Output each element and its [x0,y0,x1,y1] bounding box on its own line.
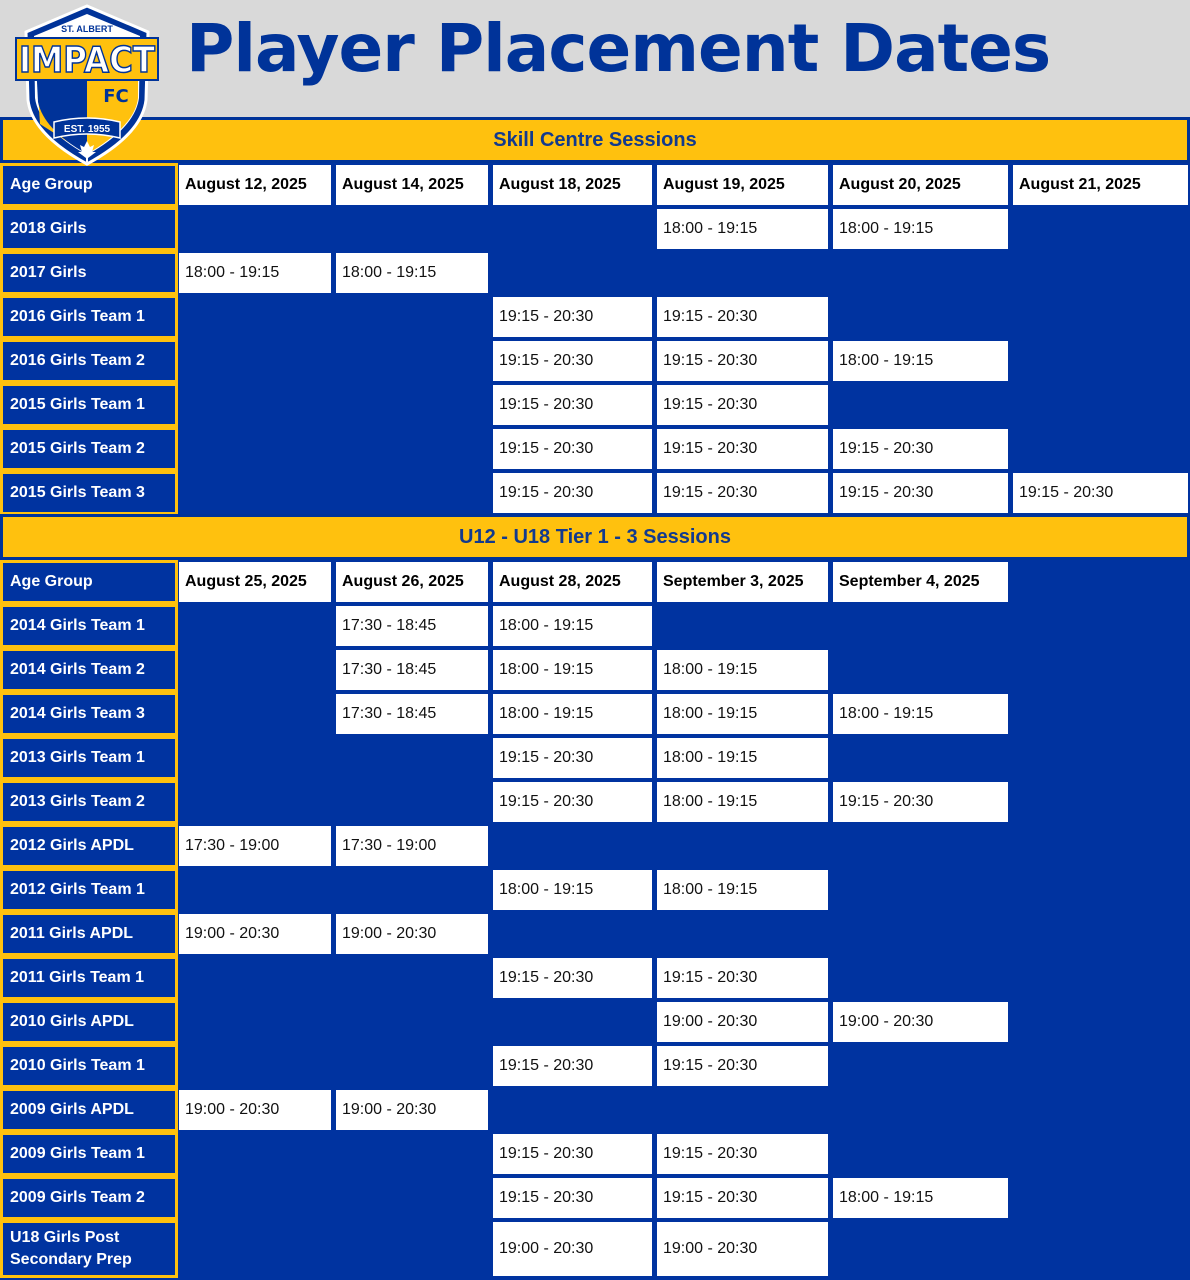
session-time-cell: 18:00 - 19:15 [493,870,652,910]
age-group-label: 2012 Girls APDL [0,824,178,868]
session-time-cell: 17:30 - 18:45 [336,650,488,690]
logo-main-text: IMPACT [19,40,156,81]
age-group-label: 2013 Girls Team 1 [0,736,178,780]
table-row [0,736,1190,780]
session-time-cell: 18:00 - 19:15 [493,606,652,646]
age-group-label: 2009 Girls Team 2 [0,1176,178,1220]
age-group-label: 2014 Girls Team 3 [0,692,178,736]
date-header: September 4, 2025 [833,562,1008,602]
tier-sessions-title: U12 - U18 Tier 1 - 3 Sessions [459,525,731,548]
session-time-cell: 19:15 - 20:30 [493,385,652,425]
session-time-cell: 19:15 - 20:30 [657,1178,828,1218]
date-header: September 3, 2025 [657,562,828,602]
table-row [0,692,1190,736]
session-time-cell: 19:15 - 20:30 [493,473,652,513]
age-group-header: Age Group [0,163,178,207]
age-group-label: 2014 Girls Team 2 [0,648,178,692]
logo-sub-text: FC [103,86,129,107]
tier-sessions-banner [0,514,1190,560]
session-time-cell: 19:00 - 20:30 [179,914,331,954]
tier-sessions-table [0,560,1190,1278]
date-header: August 18, 2025 [493,165,652,205]
date-header: August 21, 2025 [1013,165,1188,205]
age-group-label: 2013 Girls Team 2 [0,780,178,824]
session-time-cell: 19:15 - 20:30 [833,429,1008,469]
session-time-cell: 19:00 - 20:30 [657,1002,828,1042]
session-time-cell: 18:00 - 19:15 [833,694,1008,734]
table-row [0,1000,1190,1044]
table-row [0,648,1190,692]
session-time-cell: 19:15 - 20:30 [657,429,828,469]
age-group-label: U18 Girls Post Secondary Prep [0,1220,178,1278]
session-time-cell: 17:30 - 19:00 [179,826,331,866]
table-row [0,956,1190,1000]
table-header-row [0,560,1190,604]
age-group-label: 2012 Girls Team 1 [0,868,178,912]
session-time-cell: 19:15 - 20:30 [493,782,652,822]
table-row [0,1220,1190,1278]
session-time-cell: 18:00 - 19:15 [179,253,331,293]
table-row [0,1176,1190,1220]
logo-top-text: ST. ALBERT [61,24,113,34]
table-row [0,471,1190,515]
table-row [0,824,1190,868]
session-time-cell: 19:15 - 20:30 [493,1046,652,1086]
date-header: August 14, 2025 [336,165,488,205]
session-time-cell: 19:15 - 20:30 [657,341,828,381]
date-header: August 25, 2025 [179,562,331,602]
table-row [0,868,1190,912]
date-header: August 19, 2025 [657,165,828,205]
age-group-label: 2015 Girls Team 2 [0,427,178,471]
session-time-cell: 19:15 - 20:30 [1013,473,1188,513]
session-time-cell: 18:00 - 19:15 [833,1178,1008,1218]
age-group-label: 2018 Girls [0,207,178,251]
logo-est-text: EST. 1955 [63,124,111,135]
table-row [0,780,1190,824]
session-time-cell: 19:00 - 20:30 [336,914,488,954]
table-row [0,1132,1190,1176]
session-time-cell: 18:00 - 19:15 [493,694,652,734]
table-row [0,604,1190,648]
age-group-label: 2010 Girls Team 1 [0,1044,178,1088]
session-time-cell: 18:00 - 19:15 [657,870,828,910]
session-time-cell: 18:00 - 19:15 [493,650,652,690]
table-row [0,339,1190,383]
table-row [0,427,1190,471]
session-time-cell: 17:30 - 19:00 [336,826,488,866]
session-time-cell: 19:15 - 20:30 [657,958,828,998]
age-group-label: 2010 Girls APDL [0,1000,178,1044]
session-time-cell: 19:15 - 20:30 [493,958,652,998]
date-header: August 28, 2025 [493,562,652,602]
age-group-label: 2016 Girls Team 1 [0,295,178,339]
session-time-cell: 19:00 - 20:30 [657,1222,828,1276]
age-group-label: 2016 Girls Team 2 [0,339,178,383]
table-row [0,1044,1190,1088]
page-title: Player Placement Dates [186,10,1051,87]
page-header [0,0,1190,117]
session-time-cell: 19:00 - 20:30 [179,1090,331,1130]
session-time-cell: 19:15 - 20:30 [493,1178,652,1218]
session-time-cell: 19:15 - 20:30 [493,738,652,778]
age-group-label: 2009 Girls APDL [0,1088,178,1132]
date-header: August 12, 2025 [179,165,331,205]
age-group-label: 2011 Girls APDL [0,912,178,956]
age-group-label: 2015 Girls Team 1 [0,383,178,427]
table-header-row [0,163,1190,207]
session-time-cell: 19:00 - 20:30 [833,1002,1008,1042]
table-row [0,383,1190,427]
session-time-cell: 17:30 - 18:45 [336,606,488,646]
session-time-cell: 19:15 - 20:30 [833,473,1008,513]
skill-centre-title: Skill Centre Sessions [493,128,697,151]
session-time-cell: 18:00 - 19:15 [657,650,828,690]
skill-centre-table [0,163,1190,515]
session-time-cell: 18:00 - 19:15 [657,738,828,778]
age-group-label: 2015 Girls Team 3 [0,471,178,515]
session-time-cell: 19:15 - 20:30 [493,297,652,337]
age-group-label: 2009 Girls Team 1 [0,1132,178,1176]
session-time-cell: 19:15 - 20:30 [657,297,828,337]
session-time-cell: 19:15 - 20:30 [833,782,1008,822]
session-time-cell: 19:15 - 20:30 [493,341,652,381]
age-group-header: Age Group [0,560,178,604]
table-row [0,912,1190,956]
age-group-label: 2017 Girls [0,251,178,295]
session-time-cell: 18:00 - 19:15 [833,341,1008,381]
session-time-cell: 19:15 - 20:30 [657,1134,828,1174]
session-time-cell: 19:15 - 20:30 [657,1046,828,1086]
session-time-cell: 19:00 - 20:30 [493,1222,652,1276]
table-row [0,295,1190,339]
session-time-cell: 17:30 - 18:45 [336,694,488,734]
session-time-cell: 19:15 - 20:30 [657,385,828,425]
session-time-cell: 19:00 - 20:30 [336,1090,488,1130]
date-header: August 20, 2025 [833,165,1008,205]
age-group-label: 2011 Girls Team 1 [0,956,178,1000]
session-time-cell: 19:15 - 20:30 [493,429,652,469]
session-time-cell: 19:15 - 20:30 [493,1134,652,1174]
club-logo-icon [14,4,160,166]
session-time-cell: 18:00 - 19:15 [657,694,828,734]
table-row [0,207,1190,251]
table-row [0,251,1190,295]
session-time-cell: 18:00 - 19:15 [657,782,828,822]
table-row [0,1088,1190,1132]
session-time-cell: 18:00 - 19:15 [833,209,1008,249]
session-time-cell: 18:00 - 19:15 [336,253,488,293]
age-group-label: 2014 Girls Team 1 [0,604,178,648]
session-time-cell: 18:00 - 19:15 [657,209,828,249]
skill-centre-banner [0,117,1190,163]
date-header: August 26, 2025 [336,562,488,602]
session-time-cell: 19:15 - 20:30 [657,473,828,513]
